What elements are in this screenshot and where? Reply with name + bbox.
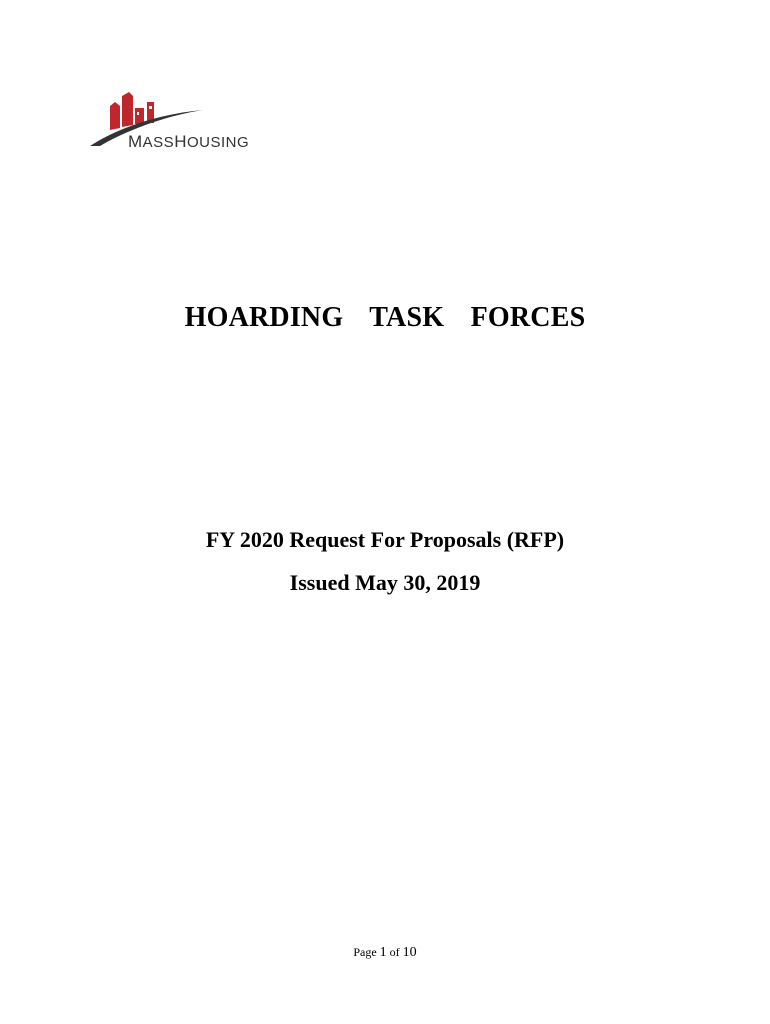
masshousing-logo — [88, 88, 273, 154]
logo-building-3 — [135, 108, 144, 124]
rfp-heading: FY 2020 Request For Proposals (RFP) — [205, 527, 565, 552]
page-footer — [0, 945, 770, 961]
current-page-number: 1 — [379, 945, 387, 960]
of-label: of — [389, 945, 400, 959]
page-label: Page — [353, 945, 377, 959]
logo-building-1 — [110, 102, 120, 130]
total-pages-number: 10 — [402, 945, 417, 960]
logo-building-2 — [122, 92, 133, 127]
document-title: HOARDING TASK FORCES — [184, 302, 586, 333]
logo-wordmark: MASSHOUSING — [128, 132, 250, 151]
issue-date: Issued May 30, 2019 — [289, 570, 481, 595]
